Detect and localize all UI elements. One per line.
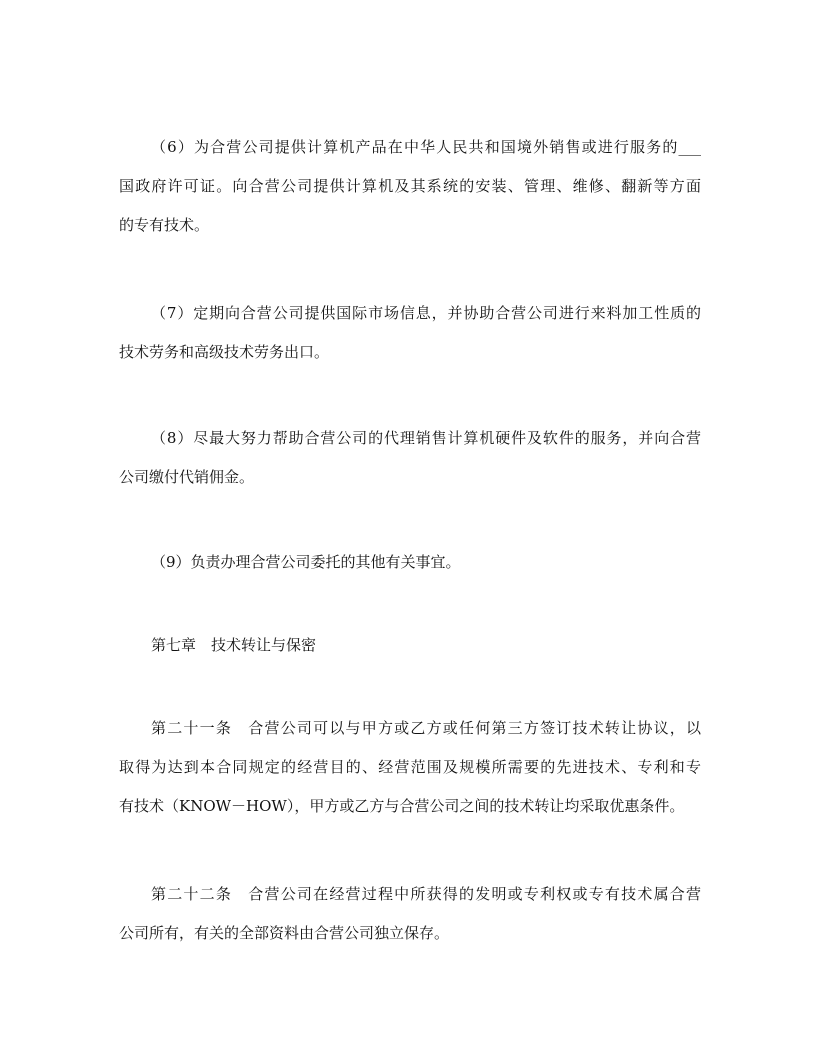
chapter-7-heading [119, 633, 701, 672]
clause-6-line-1: （6）为合营公司提供计算机产品在中华人民共和国境外销售或进行服务的___ [151, 138, 701, 156]
clause-7-paragraph [119, 301, 701, 379]
article-21-paragraph [119, 716, 701, 833]
article-21-line-2: 取得为达到本合同规定的经营目的、经营范围及规模所需要的先进技术、专利和专 [119, 758, 701, 776]
clause-8-paragraph [119, 426, 701, 504]
chapter-7-title: 第七章 技术转让与保密 [151, 636, 317, 654]
clause-7-line-2: 技术劳务和高级技术劳务出口。 [119, 343, 330, 361]
clause-6-line-3: 的专有技术。 [119, 216, 210, 234]
clause-8-line-2: 公司缴付代销佣金。 [119, 468, 255, 486]
clause-8-line-1: （8）尽最大努力帮助合营公司的代理销售计算机硬件及软件的服务，并向合营 [151, 429, 701, 447]
clause-6-paragraph [119, 135, 701, 252]
clause-7-line-1: （7）定期向合营公司提供国际市场信息，并协助合营公司进行来料加工性质的 [151, 304, 701, 322]
article-22-line-1: 第二十二条 合营公司在经营过程中所获得的发明或专利权或专有技术属合营 [151, 885, 701, 903]
article-21-line-1: 第二十一条 合营公司可以与甲方或乙方或任何第三方签订技术转让协议，以 [151, 719, 701, 737]
clause-6-line-2: 国政府许可证。向合营公司提供计算机及其系统的安装、管理、维修、翻新等方面 [119, 177, 701, 195]
clause-9-line-1: （9）负责办理合营公司委托的其他有关事宜。 [151, 553, 461, 571]
clause-9-paragraph [119, 550, 701, 589]
article-22-line-2: 公司所有，有关的全部资料由合营公司独立保存。 [119, 924, 450, 942]
article-22-paragraph [119, 882, 701, 960]
article-21-line-3: 有技术（KNOW－HOW），甲方或乙方与合营公司之间的技术转让均采取优惠条件。 [119, 797, 685, 815]
